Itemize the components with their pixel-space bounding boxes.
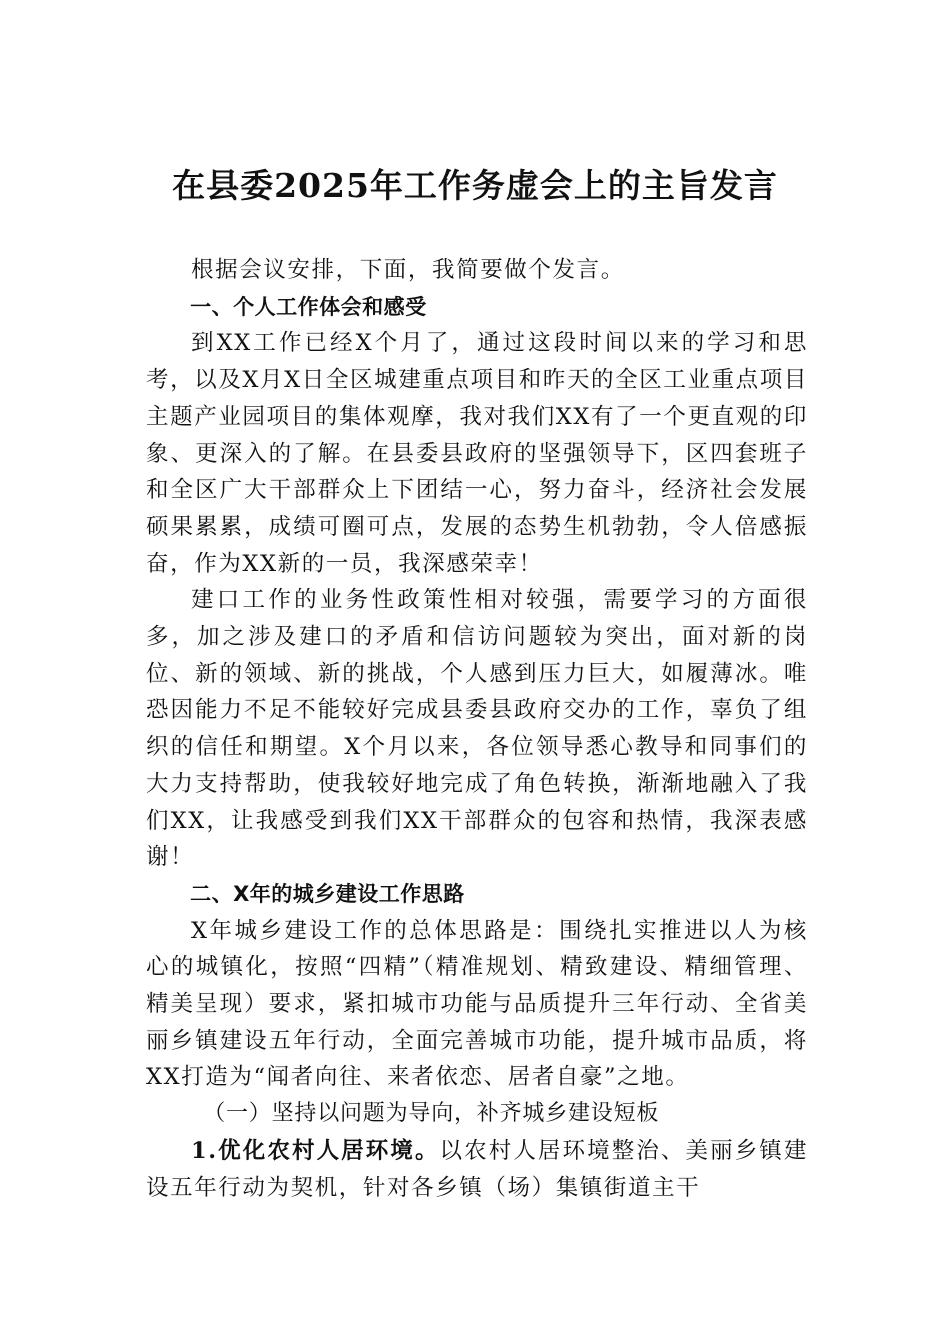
section-heading-1: 一、个人工作体会和感受 [190, 294, 427, 319]
section2-paragraph-1: X年城乡建设工作的总体思路是：围绕扎实推进以人为核心的城镇化，按照“四精”（精准规划、精致建设、精细管理、精美呈现）要求，紧扣城市功能与品质提升三年行动、全省美丽乡镇建设五年行动，全面完善城市功能，提升城市品质，将XX打造为“闻者向往、来者依恋、居者自豪”之地。 [146, 917, 808, 1091]
document-body [146, 252, 808, 1206]
section1-paragraph-1: 到XX工作已经X个月了，通过这段时间以来的学习和思考，以及X月X日全区城建重点项目和昨天的全区工业重点项目主题产业园项目的集体观摩，我对我们XX有了一个更直观的印象、更深入的了解。在县委县政府的坚强领导下，区四套班子和全区广大干部群众上下团结一心，努力奋斗，经济社会发展硕果累累，成绩可圈可点，发展的态势生机勃勃，令人倍感振奋，作为XX新的一员，我深感荣幸！ [146, 330, 808, 577]
section-heading-2: 二、X年的城乡建设工作思路 [190, 881, 465, 906]
item-1-lead: 1.优化农村人居环境。 [191, 1137, 440, 1164]
item-1-text: 以农村人居环境整治、美丽乡镇建设五年行动为契机，针对各乡镇（场）集镇街道主干 [146, 1137, 808, 1201]
section1-paragraph-2: 建口工作的业务性政策性相对较强，需要学习的方面很多，加之涉及建口的矛盾和信访问题较为突出，面对新的岗位、新的领域、新的挑战，个人感到压力巨大，如履薄冰。唯恐因能力不足不能较好完成县委县政府交办的工作，辜负了组织的信任和期望。X个月以来，各位领导悉心教导和同事们的大力支持帮助，使我较好地完成了角色转换，渐渐地融入了我们XX，让我感受到我们XX干部群众的包容和热情，我深表感谢！ [146, 587, 808, 871]
intro-paragraph: 根据会议安排，下面，我简要做个发言。 [191, 257, 625, 283]
item-1-paragraph [146, 1133, 808, 1206]
subsection-heading-1: （一）坚持以问题为导向，补齐城乡建设短板 [203, 1101, 660, 1127]
document-title: 在县委2025年工作务虚会上的主旨发言 [172, 166, 778, 205]
